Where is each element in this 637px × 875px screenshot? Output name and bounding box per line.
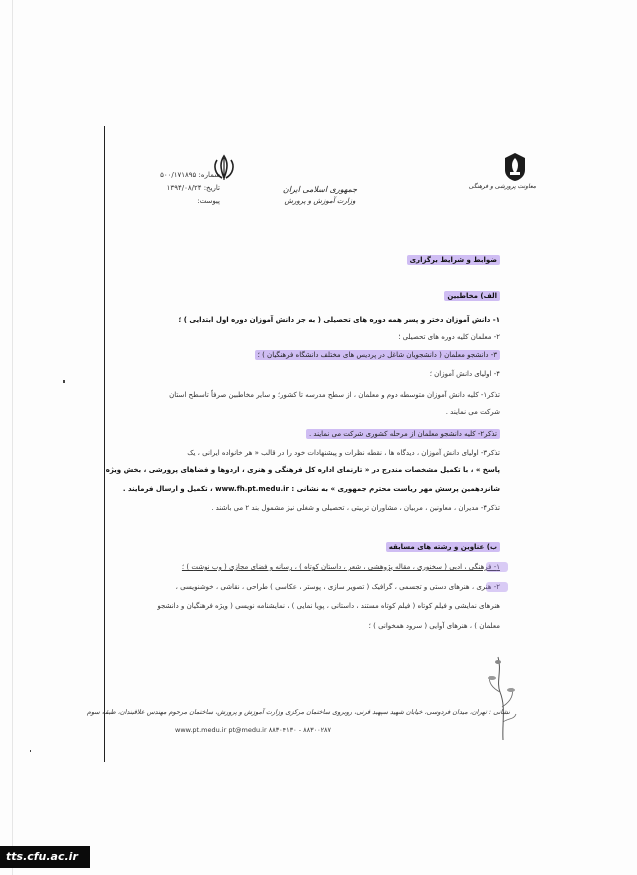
document-title-text: ضوابط و شرایط برگزاری xyxy=(407,255,500,265)
letter-date-value: ۱۳۹۴/۰۸/۲۴ xyxy=(166,184,202,192)
audience-item-3 xyxy=(150,352,500,359)
category-1 xyxy=(130,564,500,571)
footer-address: نشانی : تهران، میدان فردوسی، خیابان شهید سپهبد قرنی، روبروی ساختمان مرکزی وزارت آموزش و پرورش، ساختمان مرحوم مهندس علاقبندان، طبقه سوم xyxy=(86,708,510,716)
note-3-line-2: پاسخ » ، با تکمیل مشخصات مندرج در « تارنمای اداره کل فرهنگی و هنری ، اردوها و فضاهای پرورشی ، بخش ویژه xyxy=(105,466,500,474)
note-3-line-1: تذکر۳- اولیای دانش آموزان ، دیدگاه ها ، نقطه نظرات و پیشنهادات خود را در قالب « هر خانواده ایرانی ، یک xyxy=(187,449,500,457)
section-a-heading xyxy=(380,293,500,300)
category-1-highlight-mark xyxy=(486,562,508,572)
note-2-text: تذکر۲- کلیه دانشجو معلمان از مرحله کشوری شرکت می نمایند . xyxy=(306,429,500,439)
letter-date-label: تاریخ: xyxy=(203,184,220,192)
audience-item-4: ۴- اولیای دانش آموزان ؛ xyxy=(429,370,500,378)
letter-number-label: شماره: xyxy=(198,171,220,179)
audience-item-2: ۲- معلمان کلیه دوره های تحصیلی ؛ xyxy=(398,333,500,341)
note-3-line-3: شانزدهمین پرسش مهر ریاست محترم جمهوری » به نشانی : www.fh.pt.medu.ir ، تکمیل و ارسال فرمایند . xyxy=(122,485,500,493)
category-2-line-2: هنرهای نمایشی و فیلم کوتاه ( فیلم کوتاه مستند ، داستانی ، پویا نمایی ) ، نمایشنامه نویسی ( ویژه فرهنگیان و دانشجو xyxy=(157,602,500,610)
ministry-title: وزارت آموزش و پرورش xyxy=(284,197,356,205)
document-title xyxy=(330,257,500,264)
scan-speck xyxy=(63,380,65,383)
letter-attachment-label: پیوست: xyxy=(197,197,220,205)
deputy-logo-caption: معاونت پرورشی و فرهنگی xyxy=(468,183,536,190)
audience-item-1: ۱- دانش آموزان دختر و پسر همه دوره های تحصیلی ( به جز دانش آموزان دوره اول ابتدایی ) ؛ xyxy=(178,316,500,324)
decorative-plant-icon xyxy=(478,652,528,742)
note-4: تذکر۴- مدیران ، معاونین ، مربیان ، مشاوران تربیتی ، تحصیلی و شغلی نیز مشمول بند ۲ می باشند . xyxy=(211,504,500,512)
letter-number-value: ۵۰۰/۱۷۱۸۹۵ xyxy=(160,171,197,179)
category-2-line-1: ۲- هنری ، هنرهای دستی و تجسمی ، گرافیک ( تصویر سازی ، پوستر ، عکاسی ) طراحی ، نقاشی ، خوشنویسی ، xyxy=(175,583,500,591)
document-frame xyxy=(86,126,510,762)
footer-contact: www.pt.medu.ir pt@medu.ir ۸۸۳۰۴۱۳۰ - ۸۸۳۰۰۲۸۷ xyxy=(175,726,332,734)
site-watermark: tts.cfu.ac.ir xyxy=(0,846,90,868)
scan-speck xyxy=(30,750,31,752)
section-b-heading xyxy=(340,544,500,551)
note-1-line-2: شرکت می نمایند . xyxy=(445,408,500,416)
page-edge-shadow xyxy=(12,0,13,875)
category-2-line-3: معلمان ) ، هنرهای آوایی ( سرود همخوانی ) ؛ xyxy=(368,622,500,630)
category-2-highlight-mark xyxy=(486,582,508,592)
category-1-text: ۱- فرهنگی ، ادبی ( سخنوری ، مقاله پژوهشی ، شعر ، داستان کوتاه ) ، رسانه و فضای مجازی ( وب نوشت ) ؛ xyxy=(181,563,500,571)
section-b-heading-text: ب) عناوین و رشته های مسابقه xyxy=(386,542,500,552)
note-1-line-1: تذکر۱- کلیه دانش آموزان متوسطه دوم و معلمان ، از سطح مدرسه تا کشور؛ و سایر مخاطبین صرفاً تاسطح استان xyxy=(169,391,500,399)
section-a-heading-text: الف) مخاطبین xyxy=(444,291,500,301)
audience-item-3-text: ۳- دانشجو معلمان ( دانشجویان شاغل در پردیس های مختلف دانشگاه فرهنگیان ) ؛ xyxy=(255,350,500,360)
note-2 xyxy=(130,431,500,438)
republic-title: جمهوری اسلامی ایران xyxy=(282,185,358,194)
